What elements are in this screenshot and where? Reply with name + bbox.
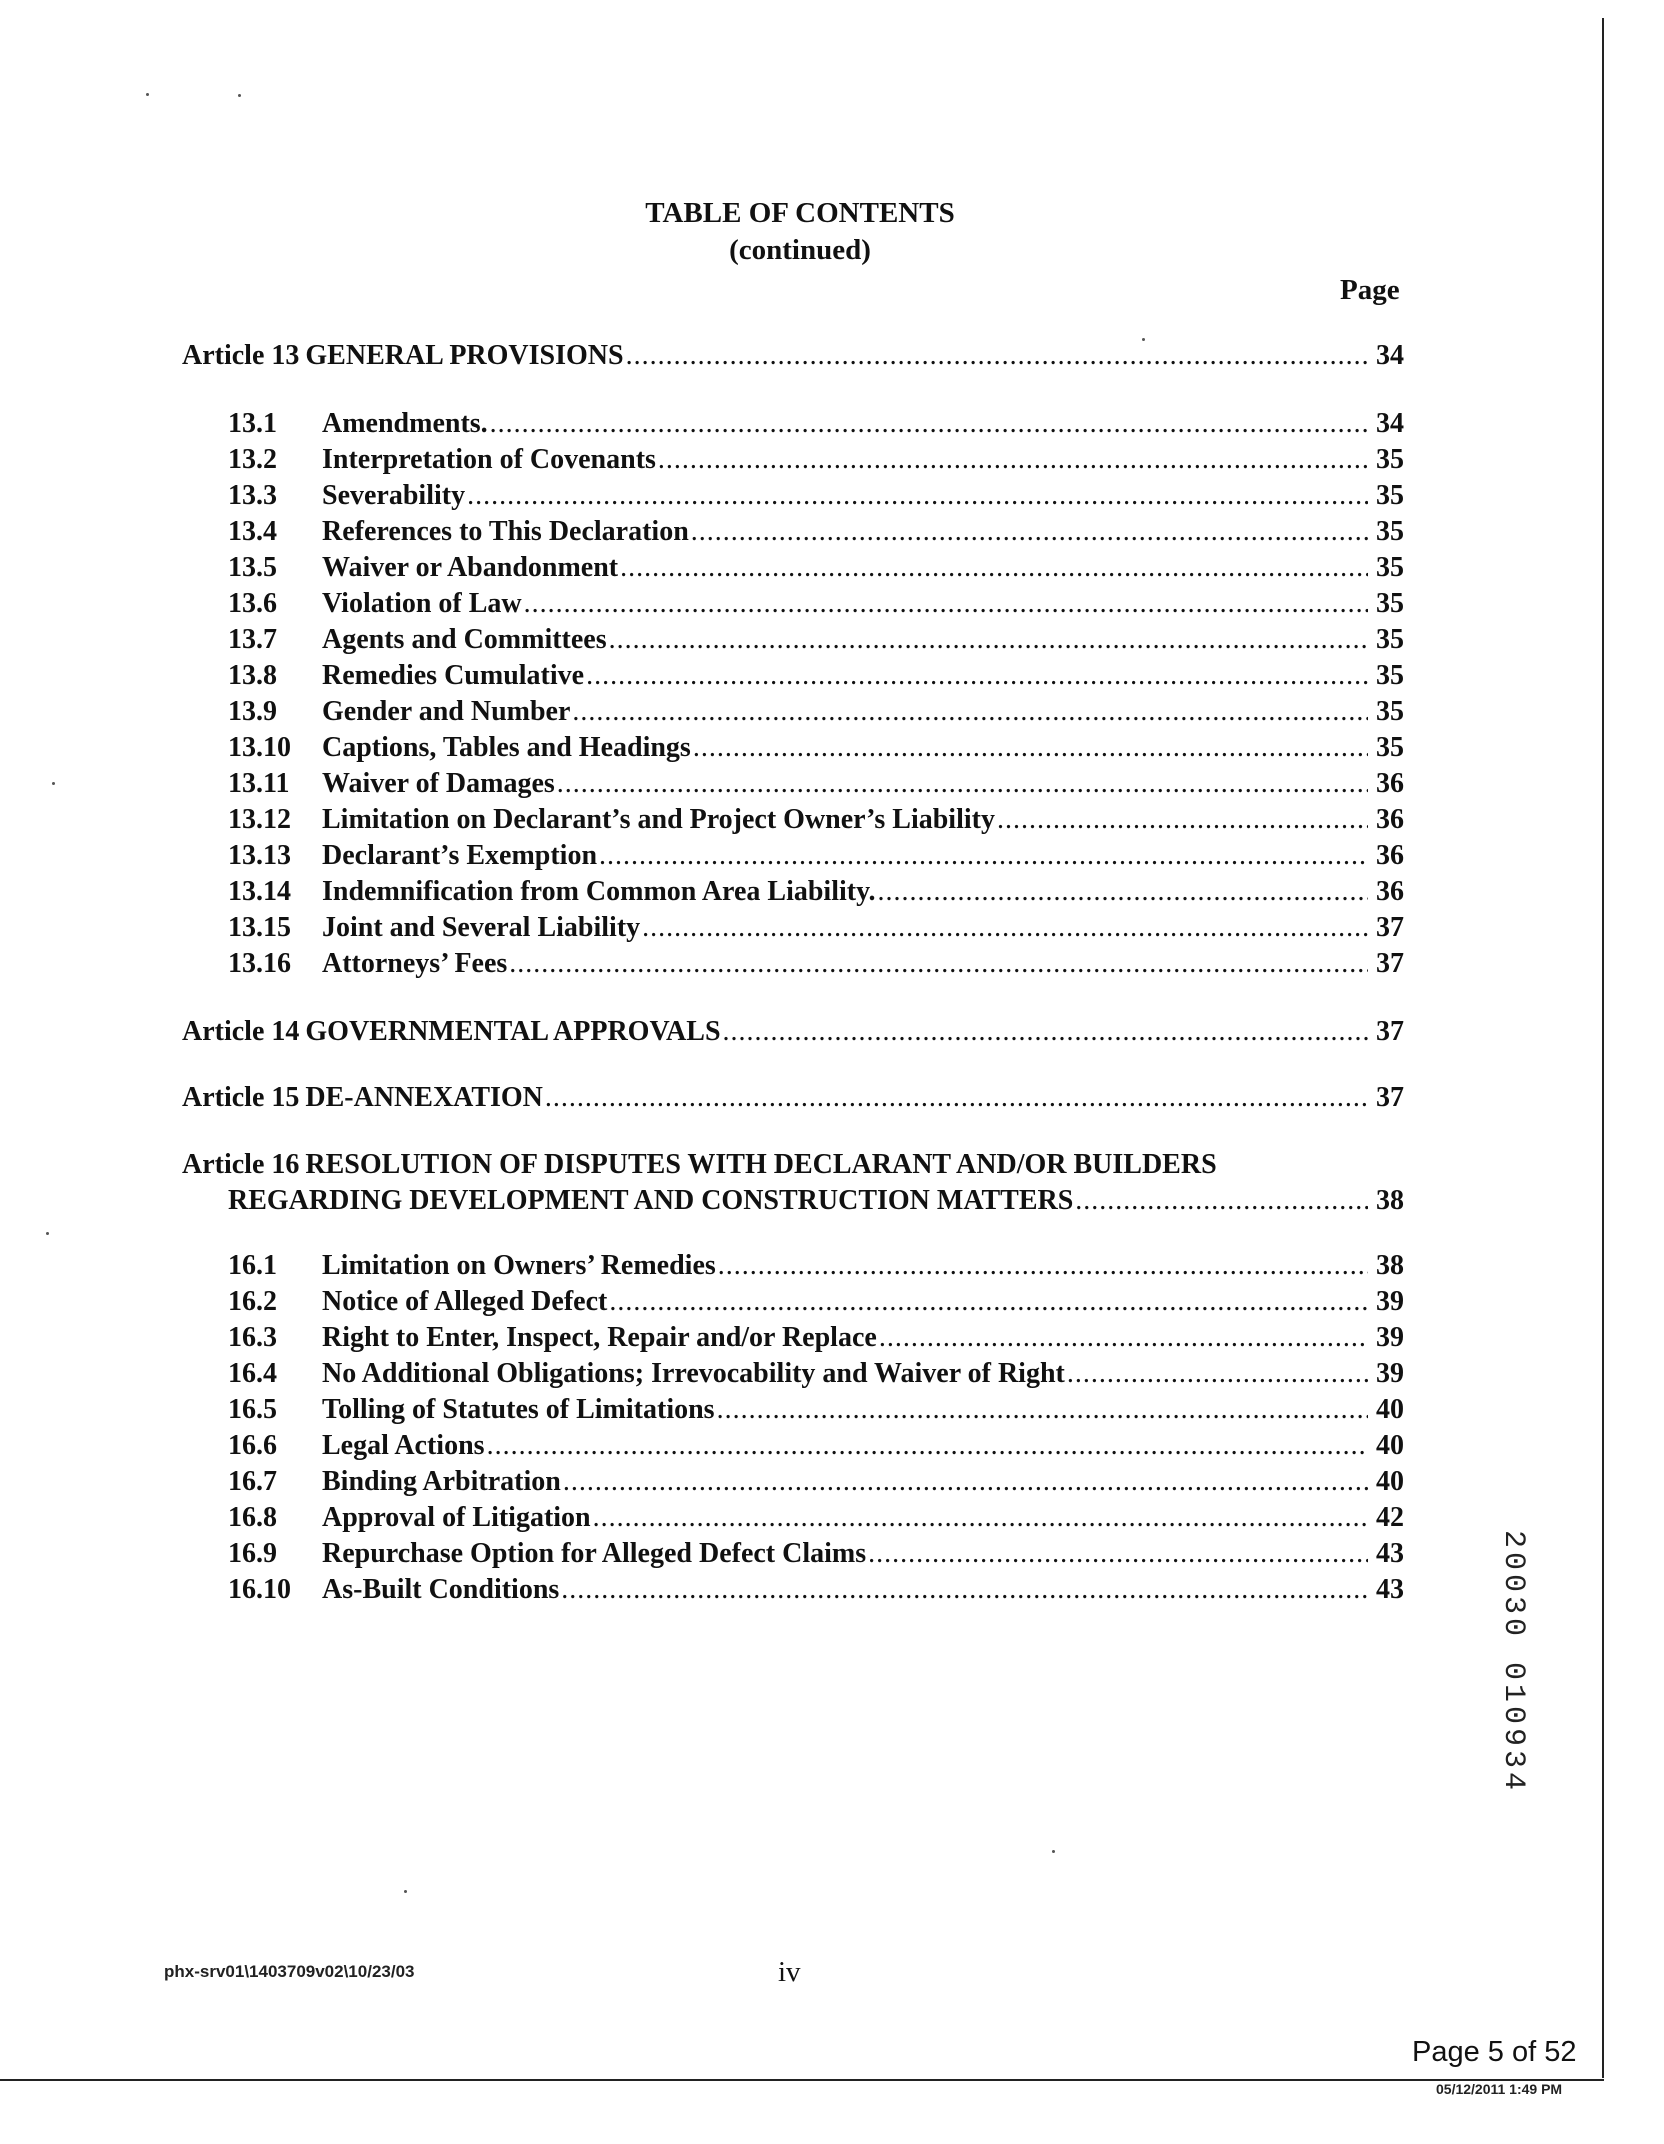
toc-entry-title: As-Built Conditions: [322, 1574, 560, 1605]
toc-entry-title: No Additional Obligations; Irrevocability and Waiver of Right: [322, 1358, 1065, 1389]
toc-section-number: 13.2: [228, 444, 277, 475]
toc-section-row: [228, 408, 1404, 444]
toc-entry-title: Attorneys’ Fees: [322, 948, 508, 979]
scan-speck: [146, 93, 149, 96]
toc-title: TABLE OF CONTENTS: [645, 197, 955, 229]
toc-dot-leader: [572, 696, 1368, 728]
toc-page-number: 36: [1376, 876, 1404, 907]
toc-section-number: 13.8: [228, 660, 277, 691]
toc-entry-title: GENERAL PROVISIONS: [305, 340, 624, 371]
toc-article-row: [182, 340, 1404, 376]
toc-section-row: [228, 516, 1404, 552]
toc-article-row: [182, 1149, 1217, 1185]
toc-entry-title: Limitation on Declarant’s and Project Owner’s Liability: [322, 804, 995, 835]
toc-page-number: 40: [1376, 1430, 1404, 1461]
toc-page-number: 39: [1376, 1358, 1404, 1389]
toc-section-number: 13.1: [228, 408, 277, 439]
toc-article-number: Article 14: [182, 1016, 300, 1047]
toc-entry-title: Joint and Several Liability: [322, 912, 641, 943]
toc-dot-leader: [487, 1430, 1368, 1462]
toc-section-number: 16.5: [228, 1394, 277, 1425]
toc-dot-leader: [561, 1574, 1368, 1606]
toc-page-number: 36: [1376, 840, 1404, 871]
toc-article-number: Article 15: [182, 1082, 300, 1113]
toc-page-number: 38: [1376, 1250, 1404, 1281]
toc-dot-leader: [563, 1466, 1368, 1498]
toc-page-number: 43: [1376, 1574, 1404, 1605]
toc-section-number: 13.4: [228, 516, 277, 547]
toc-section-number: 16.6: [228, 1430, 277, 1461]
toc-page-number: 39: [1376, 1322, 1404, 1353]
toc-section-row: [228, 1538, 1404, 1574]
toc-section-row: [228, 1574, 1404, 1610]
toc-section-row: [228, 1502, 1404, 1538]
toc-dot-leader: [509, 948, 1368, 980]
toc-entry-title: Approval of Litigation: [322, 1502, 591, 1533]
toc-section-number: 13.15: [228, 912, 291, 943]
toc-section-number: 13.7: [228, 624, 277, 655]
toc-dot-leader: [718, 1250, 1368, 1282]
toc-section-number: 13.3: [228, 480, 277, 511]
toc-entry-title: Right to Enter, Inspect, Repair and/or Replace: [322, 1322, 877, 1353]
toc-entry-title: Captions, Tables and Headings: [322, 732, 691, 763]
toc-section-row: [228, 1394, 1404, 1430]
toc-entry-title: Legal Actions: [322, 1430, 485, 1461]
toc-dot-leader: [693, 732, 1368, 764]
toc-page-number: 35: [1376, 516, 1404, 547]
toc-dot-leader: [691, 516, 1368, 548]
toc-page-number: 35: [1376, 480, 1404, 511]
toc-page-number: 37: [1376, 1016, 1404, 1047]
recording-timestamp: 05/12/2011 1:49 PM: [1436, 2081, 1563, 2097]
toc-section-row: [228, 444, 1404, 480]
toc-section-number: 13.14: [228, 876, 291, 907]
toc-page-number: 37: [1376, 948, 1404, 979]
toc-section-number: 13.10: [228, 732, 291, 763]
toc-page-number: 43: [1376, 1538, 1404, 1569]
toc-section-number: 16.2: [228, 1286, 277, 1317]
toc-entry-title: Violation of Law: [322, 588, 522, 619]
toc-section-number: 13.6: [228, 588, 277, 619]
page-number: iv: [778, 1956, 801, 1988]
toc-page-number: 35: [1376, 444, 1404, 475]
toc-entry-title: Severability: [322, 480, 466, 511]
toc-section-row: [228, 588, 1404, 624]
toc-section-number: 16.1: [228, 1250, 277, 1281]
toc-entry-title: Notice of Alleged Defect: [322, 1286, 608, 1317]
toc-page-number: 37: [1376, 912, 1404, 943]
scan-speck: [238, 94, 241, 97]
toc-section-number: 13.12: [228, 804, 291, 835]
toc-dot-leader: [879, 1322, 1368, 1354]
toc-dot-leader: [878, 876, 1368, 908]
toc-dot-leader: [626, 340, 1368, 372]
toc-article-row: [182, 1082, 1404, 1118]
toc-page-number: 42: [1376, 1502, 1404, 1533]
toc-entry-title: Gender and Number: [322, 696, 571, 727]
toc-section-number: 13.11: [228, 768, 290, 799]
scan-speck: [404, 1890, 407, 1893]
toc-entry-title-continuation: REGARDING DEVELOPMENT AND CONSTRUCTION MATTERS: [228, 1185, 1074, 1216]
toc-section-row: [228, 480, 1404, 516]
toc-section-number: 16.10: [228, 1574, 291, 1605]
toc-entry-title: GOVERNMENTAL APPROVALS: [305, 1016, 721, 1047]
toc-entry-title: Waiver or Abandonment: [322, 552, 619, 583]
toc-entry-title: Interpretation of Covenants: [322, 444, 656, 475]
toc-dot-leader: [1067, 1358, 1368, 1390]
toc-section-row: [228, 804, 1404, 840]
toc-section-row: [228, 732, 1404, 768]
right-border-line: [1602, 18, 1604, 2078]
toc-section-number: 13.13: [228, 840, 291, 871]
toc-section-row: [228, 1322, 1404, 1358]
toc-entry-title: Repurchase Option for Alleged Defect Claims: [322, 1538, 867, 1569]
page-of-label: Page 5 of 52: [1412, 2036, 1577, 2068]
toc-page-number: 35: [1376, 588, 1404, 619]
toc-page-number: 39: [1376, 1286, 1404, 1317]
toc-article-row-continuation: [228, 1185, 1404, 1221]
toc-entry-title: Tolling of Statutes of Limitations: [322, 1394, 715, 1425]
scan-speck: [1052, 1850, 1055, 1853]
toc-dot-leader: [467, 480, 1368, 512]
toc-section-number: 16.9: [228, 1538, 277, 1569]
toc-entry-title: Remedies Cumulative: [322, 660, 585, 691]
toc-page-number: 35: [1376, 552, 1404, 583]
recording-stamp: [1496, 1530, 1536, 1795]
toc-entry-title: Agents and Committees: [322, 624, 607, 655]
toc-page-number: 34: [1376, 340, 1404, 371]
toc-section-row: [228, 624, 1404, 660]
toc-entry-title: Amendments.: [322, 408, 488, 439]
toc-section-row: [228, 660, 1404, 696]
toc-entry-title: References to This Declaration: [322, 516, 689, 547]
toc-dot-leader: [717, 1394, 1368, 1426]
toc-section-row: [228, 876, 1404, 912]
document-id: phx-srv01\1403709v02\10/23/03: [164, 1962, 415, 1981]
toc-article-number: Article 16: [182, 1149, 300, 1180]
toc-dot-leader: [1075, 1185, 1368, 1217]
toc-section-row: [228, 696, 1404, 732]
toc-page-number: 38: [1376, 1185, 1404, 1216]
toc-page-number: 35: [1376, 660, 1404, 691]
toc-section-row: [228, 768, 1404, 804]
toc-page-number: 35: [1376, 624, 1404, 655]
toc-dot-leader: [642, 912, 1368, 944]
toc-section-number: 16.7: [228, 1466, 277, 1497]
toc-section-number: 13.9: [228, 696, 277, 727]
toc-dot-leader: [620, 552, 1368, 584]
toc-entry-title: Binding Arbitration: [322, 1466, 561, 1497]
toc-dot-leader: [593, 1502, 1368, 1534]
scan-speck: [52, 782, 55, 785]
recording-stamp-number: 20030 010934: [1496, 1530, 1530, 1795]
toc-page-number: 36: [1376, 804, 1404, 835]
toc-page-number: 40: [1376, 1466, 1404, 1497]
toc-section-row: [228, 948, 1404, 984]
toc-page-number: 35: [1376, 696, 1404, 727]
toc-section-number: 13.16: [228, 948, 291, 979]
toc-dot-leader: [997, 804, 1368, 836]
toc-dot-leader: [609, 1286, 1368, 1318]
toc-page-number: 35: [1376, 732, 1404, 763]
page-column-heading: Page: [1340, 274, 1400, 306]
toc-dot-leader: [586, 660, 1368, 692]
toc-page-number: 37: [1376, 1082, 1404, 1113]
bottom-border-line: [0, 2079, 1604, 2081]
toc-section-number: 16.8: [228, 1502, 277, 1533]
toc-dot-leader: [723, 1016, 1368, 1048]
toc-article-number: Article 13: [182, 340, 300, 371]
scan-speck: [46, 1232, 49, 1235]
toc-page-number: 40: [1376, 1394, 1404, 1425]
toc-section-row: [228, 1286, 1404, 1322]
toc-dot-leader: [524, 588, 1368, 620]
toc-section-row: [228, 1430, 1404, 1466]
toc-section-row: [228, 840, 1404, 876]
toc-dot-leader: [545, 1082, 1368, 1114]
toc-section-number: 16.3: [228, 1322, 277, 1353]
toc-dot-leader: [658, 444, 1368, 476]
toc-entry-title: Limitation on Owners’ Remedies: [322, 1250, 716, 1281]
toc-article-row: [182, 1016, 1404, 1052]
toc-section-number: 13.5: [228, 552, 277, 583]
toc-dot-leader: [868, 1538, 1368, 1570]
toc-section-number: 16.4: [228, 1358, 277, 1389]
toc-entry-title: RESOLUTION OF DISPUTES WITH DECLARANT AND/OR BUILDERS: [305, 1149, 1217, 1180]
toc-dot-leader: [557, 768, 1368, 800]
toc-entry-title: Waiver of Damages: [322, 768, 555, 799]
toc-section-row: [228, 552, 1404, 588]
toc-section-row: [228, 912, 1404, 948]
toc-entry-title: Declarant’s Exemption: [322, 840, 598, 871]
toc-section-row: [228, 1250, 1404, 1286]
toc-entry-title: DE-ANNEXATION: [305, 1082, 543, 1113]
toc-dot-leader: [599, 840, 1368, 872]
toc-page-number: 34: [1376, 408, 1404, 439]
toc-section-row: [228, 1358, 1404, 1394]
toc-dot-leader: [609, 624, 1368, 656]
toc-section-row: [228, 1466, 1404, 1502]
toc-dot-leader: [490, 408, 1368, 440]
toc-entry-title: Indemnification from Common Area Liability.: [322, 876, 876, 907]
toc-subtitle: (continued): [729, 234, 871, 266]
toc-page-number: 36: [1376, 768, 1404, 799]
